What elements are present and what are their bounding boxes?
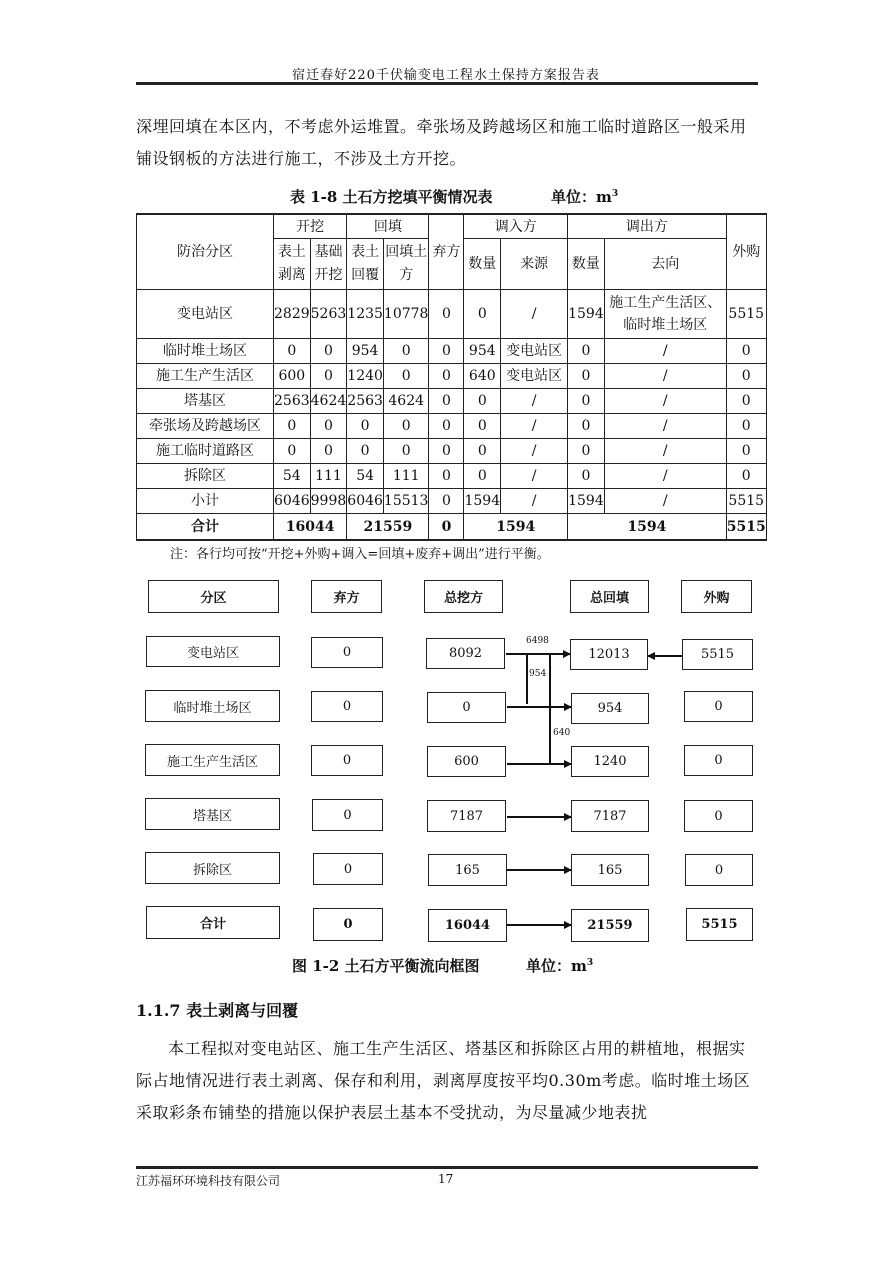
cell-value: 0 bbox=[383, 439, 429, 464]
cell-value: 9998 bbox=[310, 489, 347, 514]
cell-value: 2563 bbox=[274, 389, 311, 414]
diagram-buy-box: 0 bbox=[684, 691, 753, 722]
cell-value: 0 bbox=[568, 414, 605, 439]
diagram-fill-box: 1240 bbox=[571, 746, 649, 777]
header-excavation: 开挖 bbox=[274, 214, 347, 239]
cell-value: / bbox=[604, 389, 726, 414]
header-transfer-out: 调出方 bbox=[568, 214, 727, 239]
diagram-zone-box: 塔基区 bbox=[145, 798, 280, 830]
cell-value: 0 bbox=[464, 290, 501, 339]
cell-value: 0 bbox=[464, 389, 501, 414]
cell-value: 0 bbox=[310, 439, 347, 464]
cell-value: / bbox=[501, 389, 568, 414]
cell-value: 1240 bbox=[347, 364, 384, 389]
cell-value: 0 bbox=[464, 464, 501, 489]
diagram-waste-box: 0 bbox=[311, 691, 383, 722]
cell-zone: 小计 bbox=[137, 489, 274, 514]
diagram-header-waste: 弃方 bbox=[311, 580, 382, 613]
cell-value: 0 bbox=[274, 439, 311, 464]
cell-zone: 临时堆土场区 bbox=[137, 339, 274, 364]
cell-value: 1594 bbox=[464, 489, 501, 514]
cell-value: 5515 bbox=[726, 489, 766, 514]
diagram-header-zone: 分区 bbox=[148, 580, 279, 613]
cell-value: 600 bbox=[274, 364, 311, 389]
cell-value: 2563 bbox=[347, 389, 384, 414]
table-caption-unit: 单位：m bbox=[551, 188, 612, 206]
cell-value: 111 bbox=[383, 464, 429, 489]
cell-zone: 塔基区 bbox=[137, 389, 274, 414]
intro-paragraph: 深埋回填在本区内，不考虑外运堆置。牵张场及跨越场区和施工临时道路区一般采用铺设钢板的方法进行施工，不涉及土方开挖。 bbox=[136, 117, 747, 168]
cell-value: 0 bbox=[310, 414, 347, 439]
cell-value: 54 bbox=[274, 464, 311, 489]
header-waste: 弃方 bbox=[429, 214, 464, 290]
footer-rule bbox=[136, 1166, 758, 1169]
cell-zone: 施工临时道路区 bbox=[137, 439, 274, 464]
header-purchase: 外购 bbox=[726, 214, 766, 290]
header-transfer-in: 调入方 bbox=[464, 214, 568, 239]
cell-value: 4624 bbox=[383, 389, 429, 414]
cell-value: 0 bbox=[568, 339, 605, 364]
cell-value: 10778 bbox=[383, 290, 429, 339]
header-out-dest: 去向 bbox=[604, 239, 726, 290]
diagram-waste-box: 0 bbox=[311, 745, 383, 776]
diagram-total-buy-box: 5515 bbox=[686, 908, 753, 941]
flow-label-stockpile: 954 bbox=[529, 669, 547, 679]
diagram-fill-box: 7187 bbox=[571, 800, 649, 832]
cell-value: / bbox=[501, 290, 568, 339]
cell-value: 640 bbox=[464, 364, 501, 389]
diagram-buy-box: 0 bbox=[684, 800, 753, 832]
diagram-zone-box: 变电站区 bbox=[146, 636, 280, 667]
cell-value: / bbox=[604, 464, 726, 489]
cell-total-excavation: 16044 bbox=[274, 514, 347, 541]
cell-value: 0 bbox=[274, 339, 311, 364]
header-in-qty: 数量 bbox=[464, 239, 501, 290]
cell-value: / bbox=[604, 364, 726, 389]
diagram-zone-box: 临时堆土场区 bbox=[145, 690, 280, 722]
diagram-buy-box: 0 bbox=[684, 745, 753, 776]
cell-value: 954 bbox=[347, 339, 384, 364]
cell-value: 1594 bbox=[568, 290, 605, 339]
header-foundation-dig: 基础开挖 bbox=[310, 239, 347, 290]
cell-value: 0 bbox=[726, 414, 766, 439]
cell-value: 变电站区 bbox=[501, 339, 568, 364]
diagram-fill-box: 954 bbox=[571, 693, 649, 724]
diagram-waste-box: 0 bbox=[313, 853, 383, 885]
diagram-buy-box: 0 bbox=[685, 854, 753, 886]
cell-value: 0 bbox=[726, 389, 766, 414]
cell-value: / bbox=[501, 464, 568, 489]
cell-value: 0 bbox=[429, 339, 464, 364]
cell-value: 1594 bbox=[568, 489, 605, 514]
diagram-zone-box: 拆除区 bbox=[145, 852, 280, 884]
cell-value: 0 bbox=[568, 364, 605, 389]
diagram-total-waste-box: 0 bbox=[313, 908, 383, 941]
cell-value: 施工生产生活区、临时堆土场区 bbox=[604, 290, 726, 339]
cell-value: / bbox=[501, 489, 568, 514]
cell-value: / bbox=[501, 414, 568, 439]
diagram-fill-box: 12013 bbox=[570, 639, 648, 670]
cell-value: 0 bbox=[274, 414, 311, 439]
header-topsoil-strip: 表土剥离 bbox=[274, 239, 311, 290]
cell-value: 变电站区 bbox=[501, 364, 568, 389]
diagram-dig-box: 600 bbox=[427, 746, 506, 777]
cell-zone: 合计 bbox=[137, 514, 274, 541]
cell-value: 0 bbox=[429, 489, 464, 514]
figure-caption bbox=[292, 955, 593, 976]
diagram-dig-box: 165 bbox=[428, 854, 507, 886]
cell-value: 0 bbox=[429, 364, 464, 389]
header-in-source: 来源 bbox=[501, 239, 568, 290]
cell-value: 0 bbox=[383, 364, 429, 389]
cell-value: 15513 bbox=[383, 489, 429, 514]
flow-label-main: 6498 bbox=[526, 636, 549, 646]
cell-value: 0 bbox=[429, 290, 464, 339]
flow-label-construction: 640 bbox=[553, 728, 571, 738]
diagram-fill-box: 165 bbox=[571, 854, 649, 886]
cell-zone: 变电站区 bbox=[137, 290, 274, 339]
cell-total-waste: 0 bbox=[429, 514, 464, 541]
cell-value: 0 bbox=[726, 364, 766, 389]
cell-value: 0 bbox=[347, 414, 384, 439]
diagram-total-fill-box: 21559 bbox=[571, 909, 649, 942]
cell-value: 0 bbox=[310, 364, 347, 389]
diagram-total-dig-box: 16044 bbox=[428, 909, 507, 942]
cell-zone: 牵张场及跨越场区 bbox=[137, 414, 274, 439]
cell-value: 0 bbox=[568, 439, 605, 464]
figure-caption-unit: 单位：m bbox=[526, 957, 587, 975]
figure-caption-title: 图 1-2 土石方平衡流向框图 bbox=[292, 957, 480, 975]
cell-value: 0 bbox=[568, 389, 605, 414]
section-paragraph: 本工程拟对变电站区、施工生产生活区、塔基区和拆除区占用的耕植地，根据实际占地情况进行表土剥离、保存和利用，剥离厚度按平均0.30m考虑。临时堆土场区采取彩条布铺垫的措施以保护表层土基本不受扰动，为尽量减少地表扰 bbox=[136, 1039, 751, 1122]
cell-value: 0 bbox=[429, 414, 464, 439]
section-heading: 1.1.7 表土剥离与回覆 bbox=[136, 1001, 299, 1020]
diagram-total-zone-box: 合计 bbox=[146, 906, 280, 939]
cell-value: / bbox=[604, 489, 726, 514]
cell-value: 5263 bbox=[310, 290, 347, 339]
cell-value: 0 bbox=[383, 414, 429, 439]
cell-total-transfer-out: 1594 bbox=[568, 514, 727, 541]
figure-caption-unit-sup: 3 bbox=[586, 958, 594, 968]
cell-value: 0 bbox=[347, 439, 384, 464]
cell-value: 0 bbox=[726, 439, 766, 464]
diagram-header-dig: 总挖方 bbox=[424, 580, 503, 613]
cell-value: 4624 bbox=[310, 389, 347, 414]
header-backfill-soil: 回填土方 bbox=[383, 239, 429, 290]
page-number: 17 bbox=[438, 1172, 454, 1186]
table-caption-title: 表 1-8 土石方挖填平衡情况表 bbox=[290, 188, 493, 206]
diagram-header-buy: 外购 bbox=[681, 580, 752, 613]
header-fill: 回填 bbox=[347, 214, 429, 239]
cell-value: / bbox=[604, 414, 726, 439]
cell-value: 0 bbox=[726, 339, 766, 364]
cell-value: 0 bbox=[310, 339, 347, 364]
diagram-dig-box: 8092 bbox=[426, 638, 505, 669]
cell-value: 0 bbox=[464, 439, 501, 464]
cell-value: 954 bbox=[464, 339, 501, 364]
diagram-waste-box: 0 bbox=[312, 799, 383, 831]
cell-value: / bbox=[501, 439, 568, 464]
diagram-dig-box: 0 bbox=[427, 692, 506, 723]
page-header-title: 宿迁春好220千伏输变电工程水土保持方案报告表 bbox=[292, 68, 600, 83]
cell-value: 0 bbox=[429, 464, 464, 489]
diagram-waste-box: 0 bbox=[311, 637, 383, 668]
cell-value: 5515 bbox=[726, 290, 766, 339]
cell-value: 1235 bbox=[347, 290, 384, 339]
cell-zone: 拆除区 bbox=[137, 464, 274, 489]
cell-value: 111 bbox=[310, 464, 347, 489]
footer-company: 江苏福环环境科技有限公司 bbox=[136, 1174, 281, 1188]
header-topsoil-cover: 表土回覆 bbox=[347, 239, 384, 290]
cell-value: 6046 bbox=[347, 489, 384, 514]
table-note: 注：各行均可按“开挖+外购+调入=回填+废弃+调出”进行平衡。 bbox=[170, 547, 550, 562]
cell-value: 0 bbox=[464, 414, 501, 439]
cell-value: 0 bbox=[568, 464, 605, 489]
cell-value: 54 bbox=[347, 464, 384, 489]
cell-total-purchase: 5515 bbox=[726, 514, 766, 541]
cell-value: 6046 bbox=[274, 489, 311, 514]
header-zone: 防治分区 bbox=[137, 214, 274, 290]
cell-total-fill: 21559 bbox=[347, 514, 429, 541]
diagram-dig-box: 7187 bbox=[427, 800, 506, 832]
cell-value: 0 bbox=[726, 464, 766, 489]
header-out-qty: 数量 bbox=[568, 239, 605, 290]
cell-value: 0 bbox=[429, 389, 464, 414]
table-caption-unit-sup: 3 bbox=[611, 189, 619, 199]
cell-value: / bbox=[604, 439, 726, 464]
cell-value: 2829 bbox=[274, 290, 311, 339]
cell-value: 0 bbox=[429, 439, 464, 464]
diagram-buy-box: 5515 bbox=[682, 639, 753, 670]
cell-value: / bbox=[604, 339, 726, 364]
diagram-header-fill: 总回填 bbox=[570, 580, 649, 613]
cell-zone: 施工生产生活区 bbox=[137, 364, 274, 389]
cell-total-transfer-in: 1594 bbox=[464, 514, 568, 541]
cell-value: 0 bbox=[383, 339, 429, 364]
diagram-zone-box: 施工生产生活区 bbox=[145, 744, 280, 776]
